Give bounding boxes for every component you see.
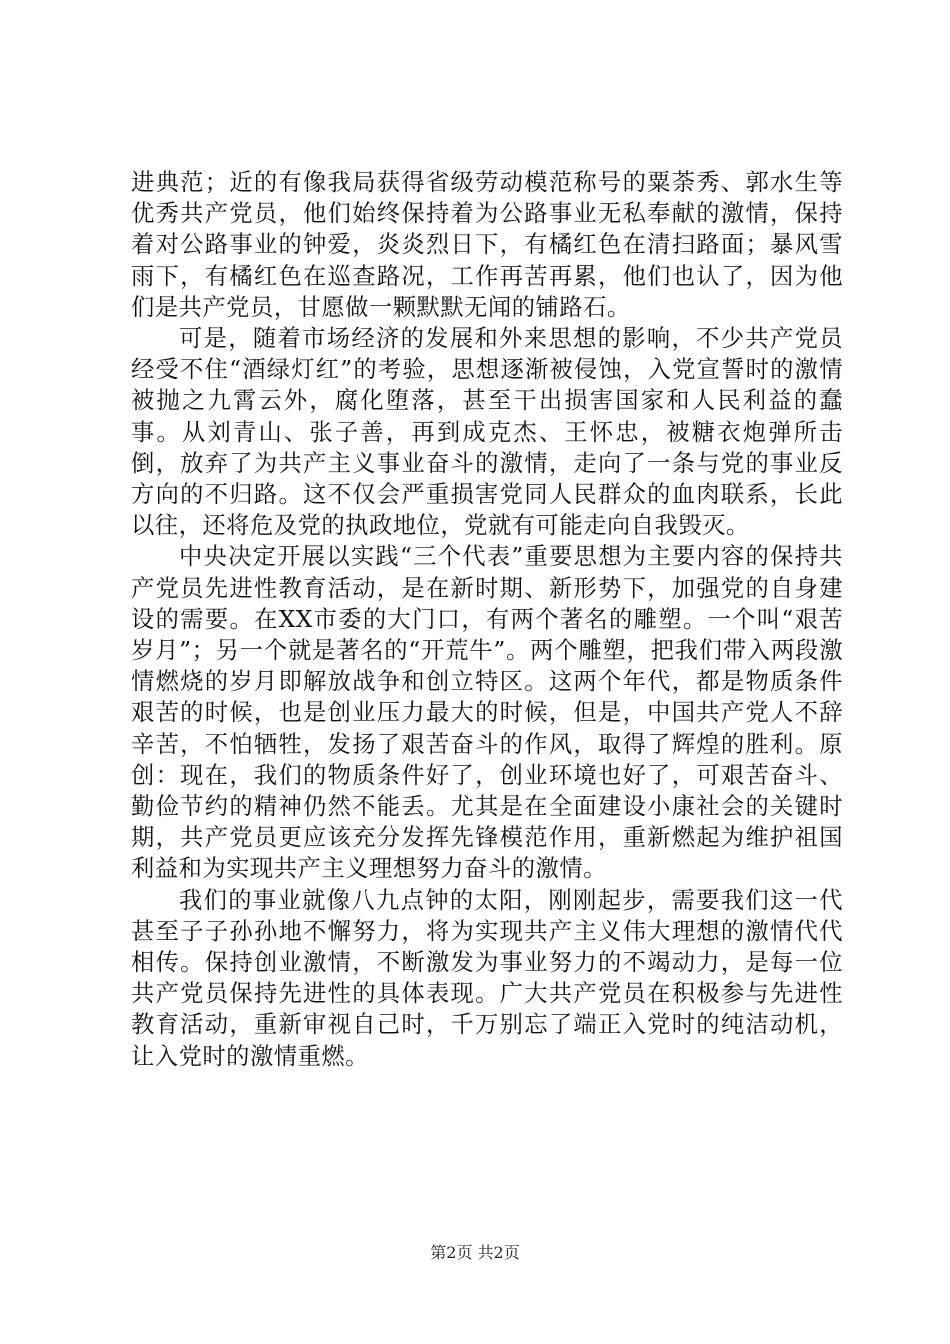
paragraph-2: 可是，随着市场经济的发展和外来思想的影响，不少共产党员经受不住“酒绿灯红”的考验，思想逐渐被侵蚀，入党宣誓时的激情被抛之九霄云外，腐化堕落，甚至干出损害国家和人民利益的蠢事。从刘青山、张子善，再到成克杰、王怀忠，被糖衣炮弹所击倒，放弃了为共产主义事业奋斗的激情，走向了一条与党的事业反方向的不归路。这不仅会严重损害党同人民群众的血肉联系，长此以往，还将危及党的执政地位，党就有可能走向自我毁灭。 (131, 325, 843, 540)
paragraph-1: 进典范；近的有像我局获得省级劳动模范称号的粟荼秀、郭水生等优秀共产党员，他们始终保持着为公路事业无私奉献的激情，保持着对公路事业的钟爱，炎炎烈日下，有橘红色在清扫路面；暴风雪雨下，有橘红色在巡查路况，工作再苦再累，他们也认了，因为他们是共产党员，甘愿做一颗默默无闻的铺路石。 (131, 169, 843, 321)
paragraph-4: 我们的事业就像八九点钟的太阳，刚刚起步，需要我们这一代甚至子子孙孙地不懈努力，将为实现共产主义伟大理想的激情代代相传。保持创业激情，不断激发为事业努力的不竭动力，是每一位共产党员保持先进性的具体表现。广大共产党员在积极参与先进性教育活动，重新审视自己时，千万别忘了端正入党时的纯洁动机，让入党时的激情重燃。 (131, 886, 843, 1070)
paragraph-3: 中央决定开展以实践“三个代表”重要思想为主要内容的保持共产党员先进性教育活动，是在新时期、新形势下，加强党的自身建设的需要。在XX市委的大门口，有两个著名的雕塑。一个叫“艰苦岁月”；另一个就是著名的“开荒牛”。两个雕塑，把我们带入两段激情燃烧的岁月即解放战争和创立特区。这两个年代，都是物质条件艰苦的时候，也是创业压力最大的时候，但是，中国共产党人不辞辛苦，不怕牺牲，发扬了艰苦奋斗的作风，取得了辉煌的胜利。原创：现在，我们的物质条件好了，创业环境也好了，可艰苦奋斗、勤俭节约的精神仍然不能丢。尤其是在全面建设小康社会的关键时期，共产党员更应该充分发挥先锋模范作用，重新燃起为维护祖国利益和为实现共产主义理想努力奋斗的激情。 (131, 543, 843, 883)
page-footer: 第2页 共2页 (430, 1243, 520, 1262)
document-body (131, 167, 843, 1072)
